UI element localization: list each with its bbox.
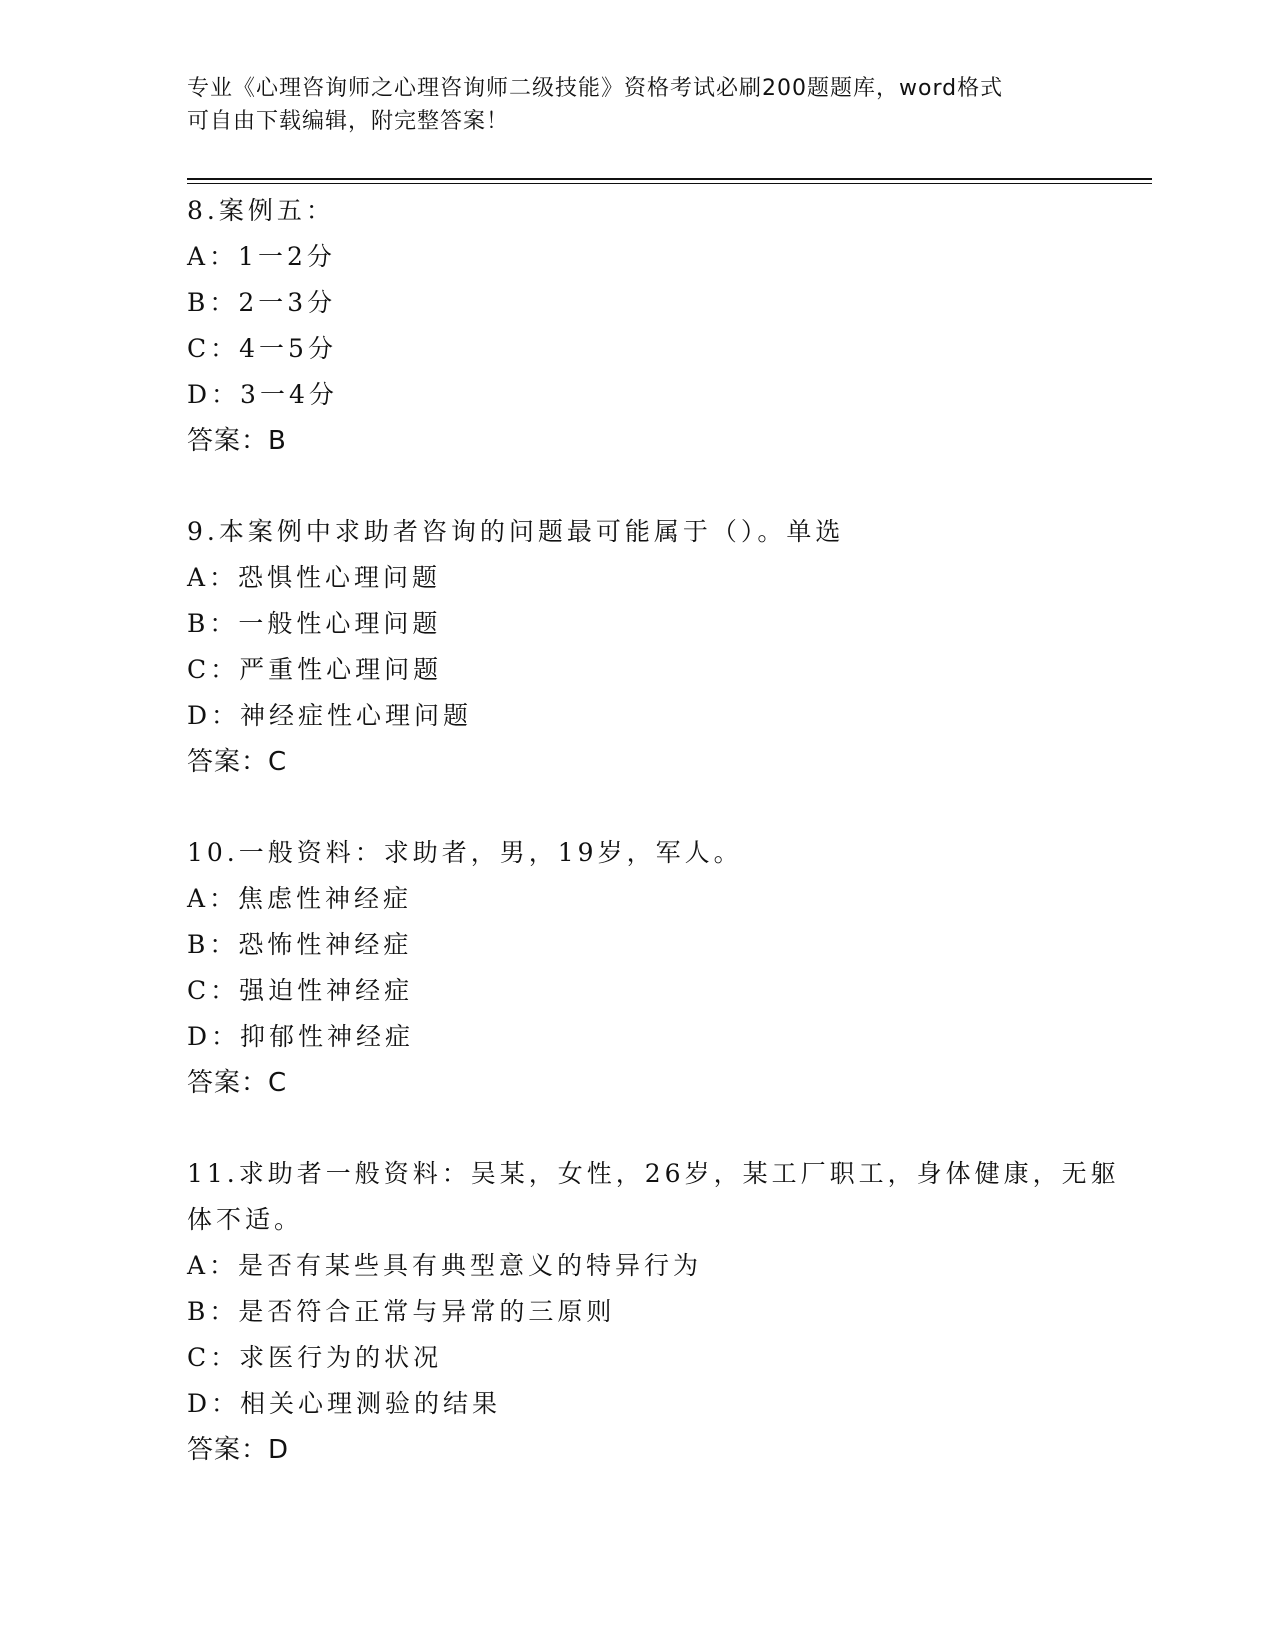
question-8 xyxy=(187,188,1127,464)
answer-line: 答案：C xyxy=(187,1068,288,1098)
answer-line: 答案：B xyxy=(187,426,287,456)
question-9 xyxy=(187,509,1127,785)
option-b: B：恐怖性神经症 xyxy=(187,930,413,959)
header-line-1: 专业《心理咨询师之心理咨询师二级技能》资格考试必刷200题题库，word格式 xyxy=(187,76,1004,101)
header-divider-thick xyxy=(187,178,1152,180)
option-b: B：一般性心理问题 xyxy=(187,609,442,638)
option-b: B：是否符合正常与异常的三原则 xyxy=(187,1297,616,1326)
question-11 xyxy=(187,1151,1127,1473)
header-line-2: 可自由下载编辑，附完整答案！ xyxy=(187,109,510,134)
option-c: C：严重性心理问题 xyxy=(187,655,443,684)
option-d: D：神经症性心理问题 xyxy=(187,701,473,730)
option-c: C：4一5分 xyxy=(187,334,337,363)
option-c: C：强迫性神经症 xyxy=(187,976,414,1005)
answer-line: 答案：C xyxy=(187,747,288,777)
option-a: A：1一2分 xyxy=(187,242,336,271)
question-stem: 8.案例五： xyxy=(187,196,335,225)
option-a: A：是否有某些具有典型意义的特异行为 xyxy=(187,1251,703,1280)
header-divider-thin xyxy=(187,183,1152,184)
option-a: A：恐惧性心理问题 xyxy=(187,563,442,592)
question-stem: 10.一般资料：求助者，男，19岁，军人。 xyxy=(187,838,743,867)
answer-line: 答案：D xyxy=(187,1435,290,1465)
document-header xyxy=(187,72,1087,138)
question-list xyxy=(187,188,1127,1518)
option-a: A：焦虑性神经症 xyxy=(187,884,413,913)
option-d: D：3一4分 xyxy=(187,380,338,409)
option-d: D：相关心理测验的结果 xyxy=(187,1389,502,1418)
option-d: D：抑郁性神经症 xyxy=(187,1022,415,1051)
option-b: B：2一3分 xyxy=(187,288,337,317)
question-10 xyxy=(187,830,1127,1106)
question-stem: 11.求助者一般资料：吴某，女性，26岁，某工厂职工，身体健康，无躯体不适。 xyxy=(187,1159,1120,1234)
question-stem: 9.本案例中求助者咨询的问题最可能属于（）。单选 xyxy=(187,517,845,546)
option-c: C：求医行为的状况 xyxy=(187,1343,443,1372)
